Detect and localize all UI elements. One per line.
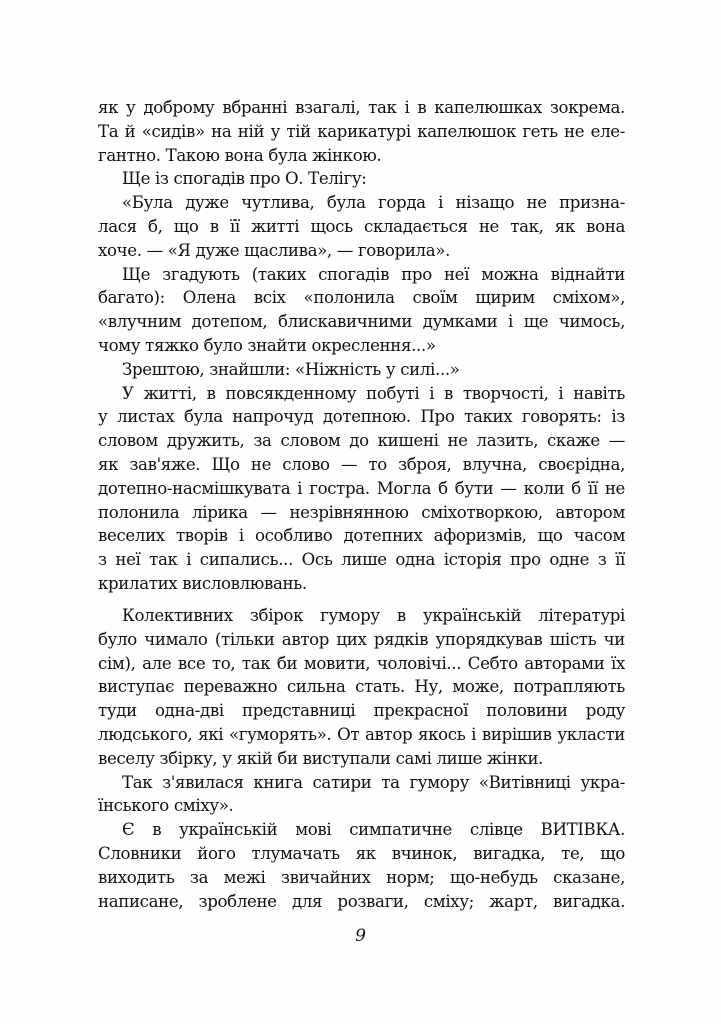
text-section-2: [98, 604, 625, 913]
text-line: полонила лірика — незрівнянною сміхотворкою, автором: [98, 502, 625, 522]
text-line: їнського сміху».: [98, 796, 234, 816]
text-line: виступає переважно сильна стать. Ну, може, потрапляють: [98, 677, 625, 697]
page-number: 9: [355, 926, 366, 946]
text-line: було чимало (тільки автор цих рядків упорядкував шість чи: [98, 629, 625, 649]
text-line: хоче. — «Я дуже щаслива», — говорила».: [98, 240, 451, 260]
text-line: як зав'яже. Що не слово — то зброя, влучна, своєрідна,: [98, 454, 625, 474]
text-line: сім), але все то, так би мовити, чоловічі... Себто авторами їх: [98, 653, 625, 673]
text-line: словом дружить, за словом до кишені не лазить, скаже —: [98, 431, 625, 451]
text-section-1: [98, 96, 625, 596]
text-line: Так з'явилася книга сатири та гумору «Витівниці укра-: [122, 772, 625, 792]
text-line: Ще згадують (таких спогадів про неї можна віднайти: [122, 264, 625, 284]
text-line: веселу збірку, у якій би виступали самі лише жінки.: [98, 748, 544, 768]
text-line: туди одна-дві представниці прекрасної половини роду: [98, 701, 625, 721]
text-line: гантно. Такою вона була жінкою.: [98, 145, 382, 165]
text-line: «Була дуже чутлива, була горда і нізащо не призна-: [122, 193, 625, 213]
text-line: людського, які «гуморять». От автор якось і вирішив укласти: [98, 724, 625, 744]
text-line: у листах була напрочуд дотепною. Про таких говорять: із: [98, 407, 625, 427]
text-line: багато): Олена всіх «полонила своїм щирим сміхом»,: [98, 288, 625, 308]
text-line: Зрештою, знайшли: «Ніжність у силі...»: [122, 359, 460, 379]
text-line: У житті, в повсякденному побуті і в творчості, і навіть: [122, 383, 625, 403]
text-line: веселих творів і особливо дотепних афоризмів, що часом: [98, 526, 625, 546]
text-line: Є в українській мові симпатичне слівце ВИТІВКА.: [122, 820, 625, 840]
text-line: виходить за межі звичайних норм; що-небудь сказане,: [98, 867, 625, 887]
text-line: лася б, що в її житті щось складається не так, як вона: [98, 216, 625, 236]
text-line: «влучним дотепом, блискавичними думками і ще чимось,: [98, 312, 625, 332]
text-line: Та й «сидів» на ній у тій карикатурі капелюшок геть не еле-: [98, 121, 625, 141]
text-line: чому тяжко було знайти окреслення...»: [98, 335, 436, 355]
text-line: з неї так і сипались... Ось лише одна історія про одне з її: [98, 550, 625, 570]
text-line: Ще із спогадів про О. Телігу:: [122, 169, 367, 189]
text-line: Колективних збірок гумору в українській літературі: [122, 606, 625, 625]
text-line: крилатих висловлювань.: [98, 573, 307, 593]
text-line: написане, зроблене для розваги, сміху; жарт, вигадка.: [98, 891, 625, 911]
text-line: як у доброму вбранні взагалі, так і в капелюшках зокрема.: [98, 98, 625, 117]
text-line: дотепно-насмішкувата і гостра. Могла б бути — коли б її не: [98, 478, 625, 498]
text-line: Словники його тлумачать як вчинок, вигадка, те, що: [98, 843, 625, 863]
